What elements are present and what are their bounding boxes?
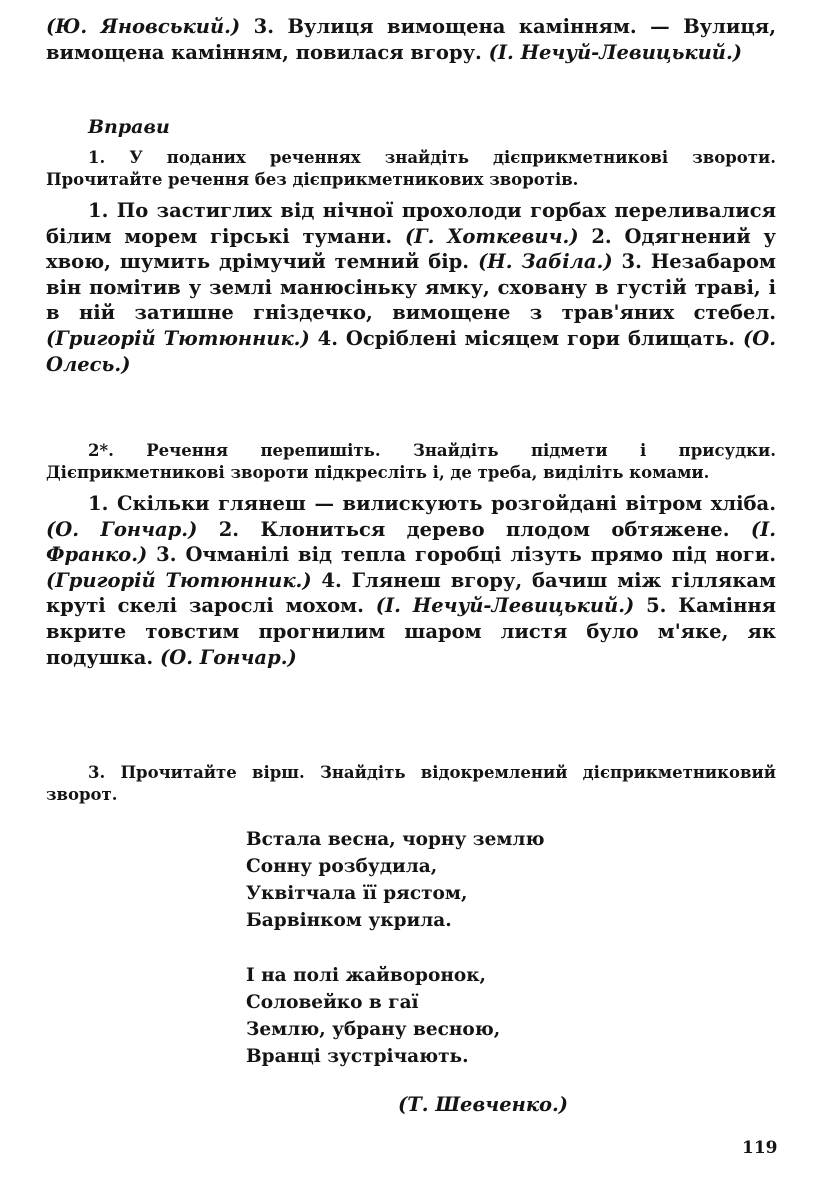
poem-stanza-2 xyxy=(246,962,726,1070)
citation: (О. Гончар.) xyxy=(160,645,297,669)
poem-line: Уквітчала її рястом, xyxy=(246,883,468,904)
poem-line: Землю, убрану весною, xyxy=(246,1019,501,1040)
citation: (Григорій Тютюнник.) xyxy=(46,326,310,350)
poem-line: І на полі жайворонок, xyxy=(246,965,486,986)
poem-line: Барвінком укрила. xyxy=(246,910,452,931)
poem-line: Сонну розбудила, xyxy=(246,856,438,877)
citation: (О. Гончар.) xyxy=(46,517,198,541)
exercise-3-task: 3. Прочитайте вірш. Знайдіть відокремлений дієприкметниковий зворот. xyxy=(46,763,776,804)
citation: (Ю. Яновський.) xyxy=(46,15,241,38)
poem-stanza-1 xyxy=(246,826,726,934)
poem-author: (Т. Шевченко.) xyxy=(398,1093,569,1116)
citation: (Г. Хоткевич.) xyxy=(404,224,579,248)
citation: (Григорій Тютюнник.) xyxy=(46,568,312,592)
sentence-text: 2. Одягнений у хвою, шумить дрімучий темний бір. xyxy=(46,224,776,274)
intro-fragment xyxy=(46,14,776,65)
sentence-text: 5. Каміння вкрите товстим прогнилим шаром листя було м'яке, як подушка. xyxy=(46,594,777,669)
section-heading: Вправи xyxy=(88,116,170,138)
citation: (О. Олесь.) xyxy=(46,326,776,376)
exercise-1-task: 1. У поданих реченнях знайдіть дієприкметникові звороти. Прочитайте речення без дієприкметникових зворотів. xyxy=(46,148,776,189)
exercise-2 xyxy=(46,440,776,670)
poem-line: Встала весна, чорну землю xyxy=(246,829,545,850)
sentence-text: 2. Клониться дерево плодом обтяжене. xyxy=(197,517,751,541)
citation: (І. Нечуй-Левицький.) xyxy=(488,40,742,64)
exercise-2-sentences xyxy=(46,491,776,670)
citation: (І. Нечуй-Левицький.) xyxy=(375,594,635,618)
page-number: 119 xyxy=(742,1138,778,1158)
citation: (Н. Забіла.) xyxy=(478,250,613,274)
sentence-text: 1. По застиглих від нічної прохолоди горбах переливалися білим морем гірські тумани. xyxy=(46,199,776,248)
sentence-text: 3. Незабаром він помітив у землі манюсіньку ямку, сховану в густій траві, і в ній затишне гніздечко, вимощене з трав'яних стебел. xyxy=(46,250,776,325)
poem-line: Соловейко в гаї xyxy=(246,992,419,1013)
sentence-text: 4. Глянеш вгору, бачиш між гіллякам круті скелі зарослі мохом. xyxy=(46,568,776,618)
exercise-2-task: 2*. Речення перепишіть. Знайдіть підмети і присудки. Дієприкметникові звороти підкресліть і, де треба, виділіть комами. xyxy=(46,441,776,482)
exercise-1-sentences xyxy=(46,198,776,377)
poem-line: Вранці зустрічають. xyxy=(246,1046,469,1067)
citation: (І. Франко.) xyxy=(46,517,777,567)
exercise-1 xyxy=(46,147,776,377)
sentence-text: 1. Скільки глянеш — вилискують розгойдані вітром хліба. xyxy=(88,492,776,515)
intro-paragraph xyxy=(46,14,776,65)
exercise-3 xyxy=(46,762,776,805)
sentence-text: 3. Очманілі від тепла горобці лізуть прямо під ноги. xyxy=(147,543,776,567)
sentence-text: 3. Вулиця вимощена камінням. — Вулиця, вимощена камінням, повилася вгору. xyxy=(46,15,776,64)
sentence-text: 4. Осріблені місяцем гори блищать. xyxy=(309,326,743,350)
